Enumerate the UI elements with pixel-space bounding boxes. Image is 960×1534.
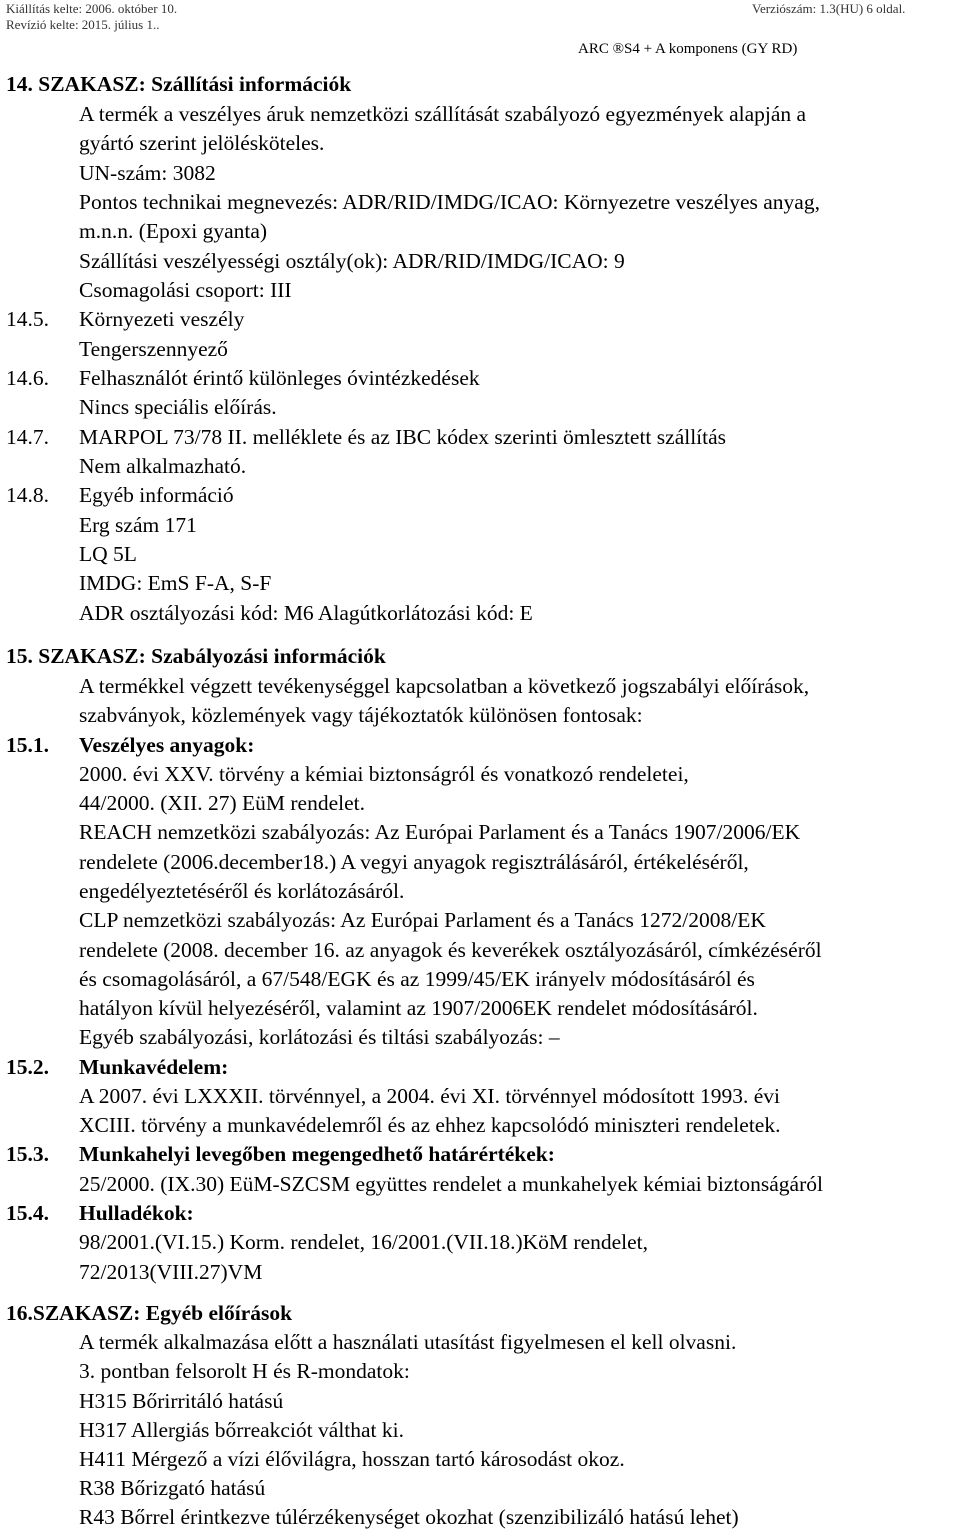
subsection-number: 15.3. bbox=[6, 1142, 49, 1166]
subsection-line: 98/2001.(VI.15.) Korm. rendelet, 16/2001.(VII.18.)KöM rendelet, bbox=[79, 1230, 649, 1254]
s14-line: Csomagolási csoport: III bbox=[79, 278, 292, 302]
subsection-line: CLP nemzetközi szabályozás: Az Európai Parlament és a Tanács 1272/2008/EK bbox=[79, 908, 766, 932]
subsection-title: Veszélyes anyagok: bbox=[79, 733, 255, 757]
subsection-line: 2000. évi XXV. törvény a kémiai biztonságról és vonatkozó rendeletei, bbox=[79, 762, 689, 786]
subsection-line: Egyéb szabályozási, korlátozási és tiltási szabályozás: – bbox=[79, 1025, 560, 1049]
subsection-title: Hulladékok: bbox=[79, 1201, 194, 1225]
section-16-title: 16.SZAKASZ: Egyéb előírások bbox=[6, 1301, 293, 1325]
s15-line: szabványok, közlemények vagy tájékoztatók különösen fontosak: bbox=[79, 703, 643, 727]
subsection-title: Környezeti veszély bbox=[79, 307, 245, 331]
s16-line: H411 Mérgező a vízi élővilágra, hosszan tartó károsodást okoz. bbox=[79, 1447, 625, 1471]
version-info: Verziószám: 1.3(HU) 6 oldal. bbox=[752, 1, 906, 16]
product-name: ARC ®S4 + A komponens (GY RD) bbox=[578, 41, 798, 57]
s16-line: 3. pontban felsorolt H és R-mondatok: bbox=[79, 1359, 410, 1383]
subsection-title: Munkavédelem: bbox=[79, 1055, 229, 1079]
subsection-line: 72/2013(VIII.27)VM bbox=[79, 1260, 263, 1284]
subsection-line: Nincs speciális előírás. bbox=[79, 395, 277, 419]
subsection-line: Tengerszennyező bbox=[79, 337, 228, 361]
subsection-line: IMDG: EmS F-A, S-F bbox=[79, 571, 272, 595]
subsection-line: REACH nemzetközi szabályozás: Az Európai Parlament és a Tanács 1907/2006/EK bbox=[79, 820, 801, 844]
subsection-line: rendelete (2008. december 16. az anyagok és keverékek osztályozásáról, címkézéséről bbox=[79, 938, 822, 962]
s14-line: m.n.n. (Epoxi gyanta) bbox=[79, 219, 268, 243]
subsection-number: 14.5. bbox=[6, 307, 49, 331]
s14-line: UN-szám: 3082 bbox=[79, 161, 216, 185]
subsection-line: LQ 5L bbox=[79, 542, 137, 566]
s16-line: R43 Bőrrel érintkezve túlérzékenységet okozhat (szenzibilizáló hatású lehet) bbox=[79, 1505, 739, 1529]
subsection-title: Munkahelyi levegőben megengedhető határértékek: bbox=[79, 1142, 555, 1166]
subsection-number: 15.1. bbox=[6, 733, 49, 757]
s16-line: H315 Bőrirritáló hatású bbox=[79, 1389, 284, 1413]
s16-line: A termék alkalmazása előtt a használati utasítást figyelmesen el kell olvasni. bbox=[79, 1330, 737, 1354]
subsection-title: Felhasználót érintő különleges óvintézkedések bbox=[79, 366, 480, 390]
subsection-number: 15.2. bbox=[6, 1055, 49, 1079]
s14-line: A termék a veszélyes áruk nemzetközi szállítását szabályozó egyezmények alapján a bbox=[79, 102, 807, 126]
s14-line: gyártó szerint jelölésköteles. bbox=[79, 131, 325, 155]
subsection-line: hatályon kívül helyezéséről, valamint az 1907/2006EK rendelet módosításáról. bbox=[79, 996, 758, 1020]
subsection-title: Egyéb információ bbox=[79, 483, 234, 507]
revision-date: Revízió kelte: 2015. július 1.. bbox=[6, 17, 160, 32]
subsection-number: 14.6. bbox=[6, 366, 49, 390]
s16-line: R38 Bőrizgató hatású bbox=[79, 1476, 266, 1500]
subsection-number: 15.4. bbox=[6, 1201, 49, 1225]
section-15-title: 15. SZAKASZ: Szabályozási információk bbox=[6, 644, 386, 668]
subsection-number: 14.8. bbox=[6, 483, 49, 507]
subsection-line: engedélyeztetéséről és korlátozásáról. bbox=[79, 879, 405, 903]
s16-line: H317 Allergiás bőrreakciót válthat ki. bbox=[79, 1418, 405, 1442]
section-14-title: 14. SZAKASZ: Szállítási információk bbox=[6, 72, 352, 96]
subsection-line: rendelete (2006.december18.) A vegyi anyagok regisztrálásáról, értékeléséről, bbox=[79, 850, 749, 874]
subsection-number: 14.7. bbox=[6, 425, 49, 449]
issue-date: Kiállítás kelte: 2006. október 10. bbox=[6, 1, 178, 16]
subsection-title: MARPOL 73/78 II. melléklete és az IBC kódex szerinti ömlesztett szállítás bbox=[79, 425, 727, 449]
s15-line: A termékkel végzett tevékenységgel kapcsolatban a következő jogszabályi előírások, bbox=[79, 674, 810, 698]
subsection-line: és csomagolásáról, a 67/548/EGK és az 1999/45/EK irányelv módosításáról és bbox=[79, 967, 755, 991]
subsection-line: A 2007. évi LXXXII. törvénnyel, a 2004. évi XI. törvénnyel módosított 1993. évi bbox=[79, 1084, 781, 1108]
subsection-line: 44/2000. (XII. 27) EüM rendelet. bbox=[79, 791, 365, 815]
s14-line: Pontos technikai megnevezés: ADR/RID/IMDG/ICAO: Környezetre veszélyes anyag, bbox=[79, 190, 820, 214]
subsection-line: Nem alkalmazható. bbox=[79, 454, 247, 478]
subsection-line: ADR osztályozási kód: M6 Alagútkorlátozási kód: E bbox=[79, 601, 533, 625]
s14-line: Szállítási veszélyességi osztály(ok): ADR/RID/IMDG/ICAO: 9 bbox=[79, 249, 625, 273]
subsection-line: Erg szám 171 bbox=[79, 513, 197, 537]
subsection-line: 25/2000. (IX.30) EüM-SZCSM együttes rendelet a munkahelyek kémiai biztonságáról bbox=[79, 1172, 823, 1196]
subsection-line: XCIII. törvény a munkavédelemről és az ehhez kapcsolódó miniszteri rendeletek. bbox=[79, 1113, 781, 1137]
